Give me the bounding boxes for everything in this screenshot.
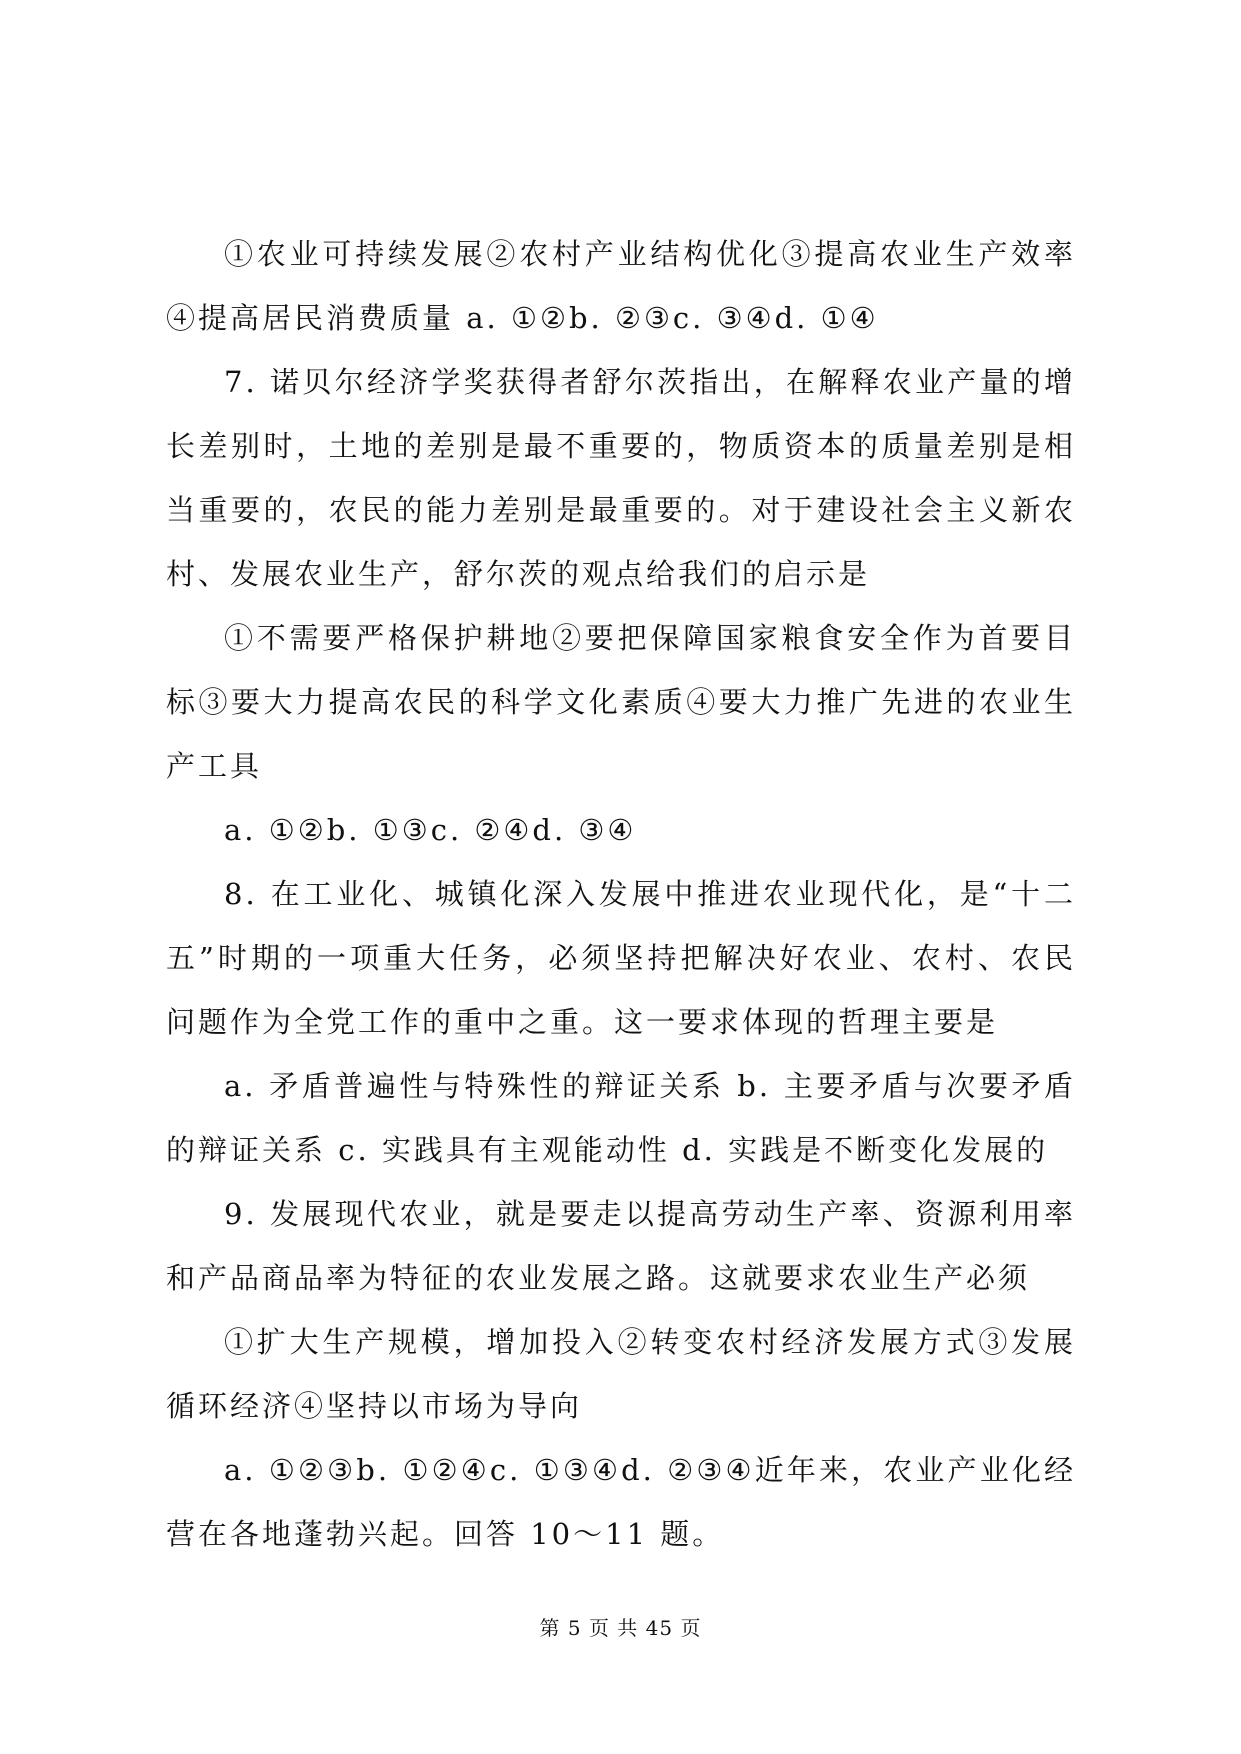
- paragraph-question-8: 8. 在工业化、城镇化深入发展中推进农业现代化，是“十二五”时期的一项重大任务，必须坚持把解决好农业、农村、农民问题作为全党工作的重中之重。这一要求体现的哲理主要是: [166, 877, 1076, 1039]
- paragraph-options-6: ①农业可持续发展②农村产业结构优化③提高农业生产效率④提高居民消费质量 a. ①②b. ②③c. ③④d. ①④: [166, 237, 1076, 335]
- page-footer: 第 5 页 共 45 页: [539, 1616, 702, 1640]
- document-body: [166, 222, 1076, 1566]
- paragraph-options-9: a. ①②③b. ①②④c. ①③④d. ②③④近年来，农业产业化经营在各地蓬勃兴起。回答 10～11 题。: [166, 1453, 1076, 1551]
- paragraph-options-7: a. ①②b. ①③c. ②④d. ③④: [224, 813, 637, 847]
- paragraph-question-7: 7. 诺贝尔经济学奖获得者舒尔茨指出，在解释农业产量的增长差别时，土地的差别是最不重要的，物质资本的质量差别是相当重要的，农民的能力差别是最重要的。对于建设社会主义新农村、发展农业生产，舒尔茨的观点给我们的启示是: [166, 365, 1076, 591]
- paragraph-statements-7: ①不需要严格保护耕地②要把保障国家粮食安全作为首要目标③要大力提高农民的科学文化素质④要大力推广先进的农业生产工具: [166, 621, 1076, 783]
- paragraph-options-8: a. 矛盾普遍性与特殊性的辩证关系 b. 主要矛盾与次要矛盾的辩证关系 c. 实践具有主观能动性 d. 实践是不断变化发展的: [166, 1069, 1076, 1167]
- paragraph-statements-9: ①扩大生产规模，增加投入②转变农村经济发展方式③发展循环经济④坚持以市场为导向: [166, 1325, 1076, 1423]
- paragraph-question-9: 9. 发展现代农业，就是要走以提高劳动生产率、资源利用率和产品商品率为特征的农业发展之路。这就要求农业生产必须: [166, 1197, 1076, 1295]
